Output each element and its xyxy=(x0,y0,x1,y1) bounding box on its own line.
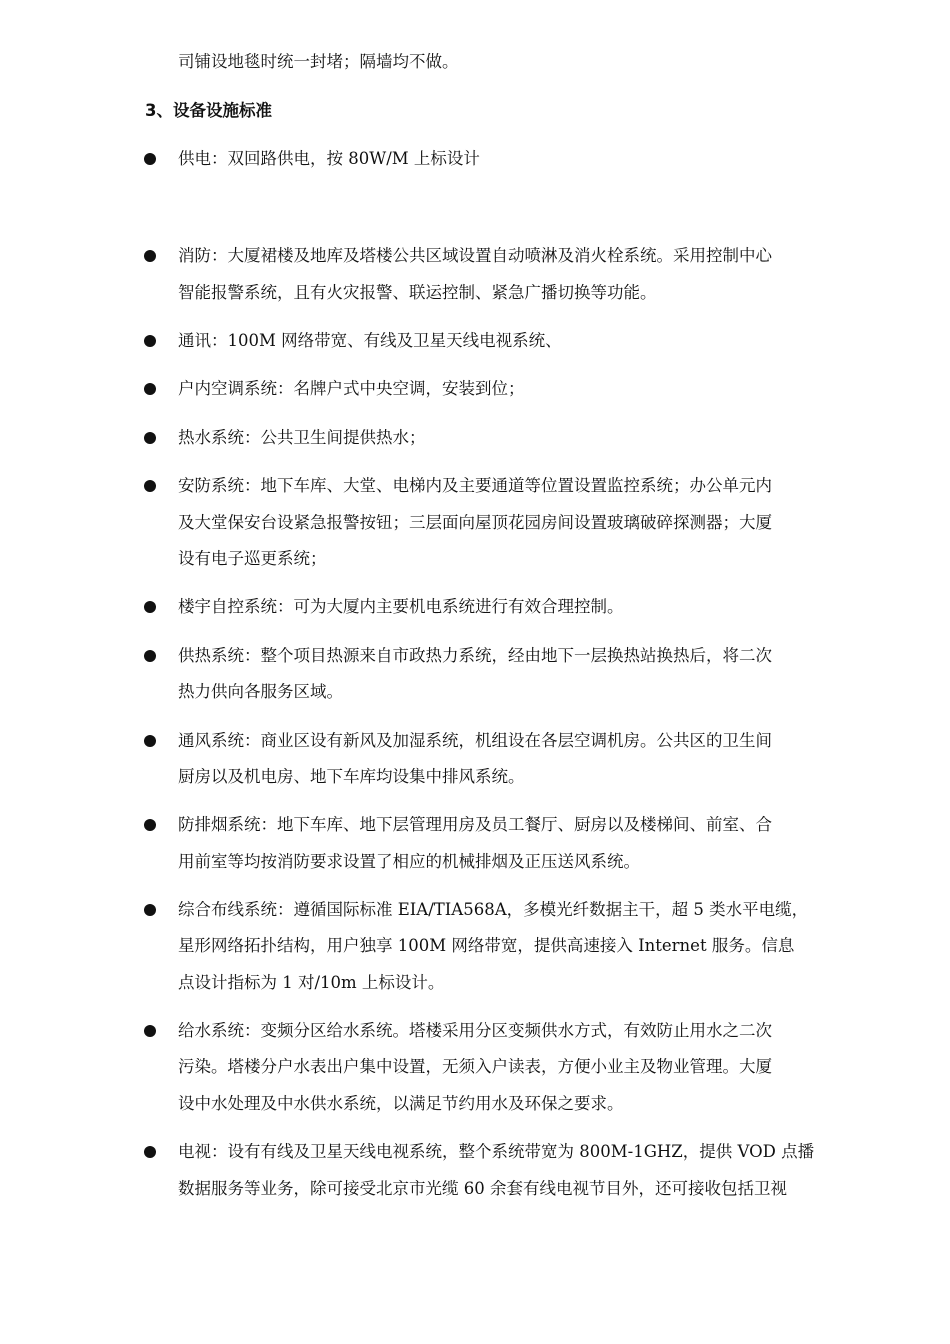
item-line: 户内空调系统：名牌户式中央空调，安装到位； xyxy=(178,379,525,398)
item-line: 设中水处理及中水供水系统，以满足节约用水及环保之要求。 xyxy=(178,1094,624,1113)
intro-line: 司铺设地毯时统一封堵；隔墙均不做。 xyxy=(178,52,459,71)
bullet-icon xyxy=(144,904,156,916)
item-line: 安防系统：地下车库、大堂、电梯内及主要通道等位置设置监控系统；办公单元内 xyxy=(178,476,772,495)
item-line: 用前室等均按消防要求设置了相应的机械排烟及正压送风系统。 xyxy=(178,852,640,871)
item-line: 综合布线系统：遵循国际标准 EIA/TIA568A，多模光纤数据主干，超 5 类水平电缆， xyxy=(178,900,809,919)
item-line: 污染。塔楼分户水表出户集中设置，无须入户读表，方便小业主及物业管理。大厦 xyxy=(178,1057,772,1076)
item-line: 星形网络拓扑结构，用户独享 100M 网络带宽，提供高速接入 Internet 服务。信息 xyxy=(178,936,795,955)
item-line: 热力供向各服务区域。 xyxy=(178,682,343,701)
bullet-icon xyxy=(144,153,156,165)
item-line: 通讯：100M 网络带宽、有线及卫星天线电视系统、 xyxy=(178,331,562,350)
bullet-icon xyxy=(144,1146,156,1158)
bullet-icon xyxy=(144,650,156,662)
item-line: 智能报警系统，且有火灾报警、联运控制、紧急广播切换等功能。 xyxy=(178,283,657,302)
bullet-icon xyxy=(144,432,156,444)
item-line: 设有电子巡更系统； xyxy=(178,549,327,568)
bullet-icon xyxy=(144,250,156,262)
item-line: 通风系统：商业区设有新风及加湿系统，机组设在各层空调机房。公共区的卫生间 xyxy=(178,731,772,750)
item-line: 厨房以及机电房、地下车库均设集中排风系统。 xyxy=(178,767,525,786)
item-line: 防排烟系统：地下车库、地下层管理用房及员工餐厅、厨房以及楼梯间、前室、合 xyxy=(178,815,772,834)
item-line: 给水系统：变频分区给水系统。塔楼采用分区变频供水方式，有效防止用水之二次 xyxy=(178,1021,772,1040)
bullet-icon xyxy=(144,383,156,395)
bullet-icon xyxy=(144,819,156,831)
item-line: 消防：大厦裙楼及地库及塔楼公共区域设置自动喷淋及消火栓系统。采用控制中心 xyxy=(178,246,772,265)
item-line: 热水系统：公共卫生间提供热水； xyxy=(178,428,426,447)
item-line: 供电：双回路供电，按 80W/M 上标设计 xyxy=(178,149,480,168)
item-line: 及大堂保安台设紧急报警按钮；三层面向屋顶花园房间设置玻璃破碎探测器；大厦 xyxy=(178,513,772,532)
item-line: 电视：设有有线及卫星天线电视系统，整个系统带宽为 800M-1GHZ，提供 VOD 点播 xyxy=(178,1142,815,1161)
item-line: 点设计指标为 1 对/10m 上标设计。 xyxy=(178,973,445,992)
section-heading: 3、设备设施标准 xyxy=(145,101,272,120)
bullet-icon xyxy=(144,601,156,613)
bullet-icon xyxy=(144,335,156,347)
bullet-icon xyxy=(144,1025,156,1037)
item-line: 楼宇自控系统：可为大厦内主要机电系统进行有效合理控制。 xyxy=(178,597,624,616)
bullet-icon xyxy=(144,735,156,747)
item-line: 供热系统：整个项目热源来自市政热力系统，经由地下一层换热站换热后，将二次 xyxy=(178,646,772,665)
item-line: 数据服务等业务，除可接受北京市光缆 60 余套有线电视节目外，还可接收包括卫视 xyxy=(178,1179,787,1198)
bullet-icon xyxy=(144,480,156,492)
